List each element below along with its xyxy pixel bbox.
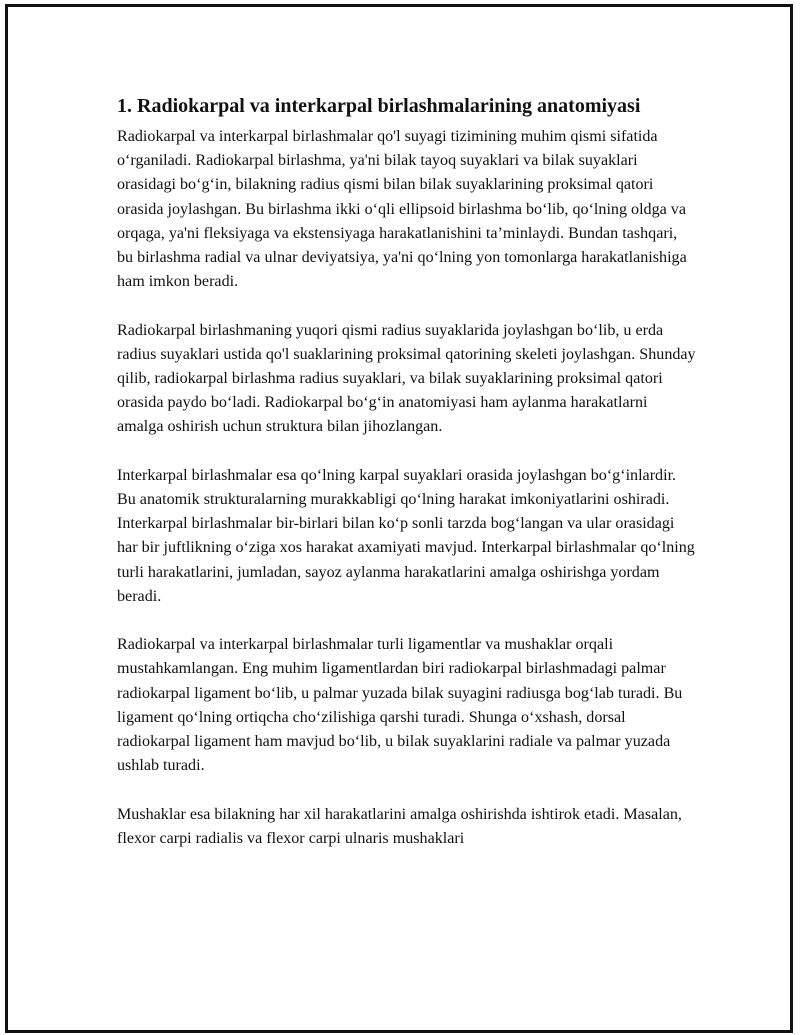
section-heading: 1. Radiokarpal va interkarpal birlashmalarining anatomiyasi bbox=[117, 95, 641, 117]
paragraph-5: Mushaklar esa bilakning har xil harakatlarini amalga oshirishda ishtirok etadi. Masalan, flexor carpi radialis va flexor carpi ulnaris mushaklari bbox=[117, 805, 682, 847]
paragraph-4: Radiokarpal va interkarpal birlashmalar turli ligamentlar va mushaklar orqali mustahkamlangan. Eng muhim ligamentlardan biri radiokarpal birlashmadagi palmar radiokarpal ligament bo‘lib, u palmar yuzada bilak suyagini radiusga bog‘lab turadi. Bu ligament qo‘lning ortiqcha cho‘zilishiga qarshi turadi. Shunga o‘xshash, dorsal radiokarpal ligament ham mavjud bo‘lib, u bilak suyaklarini radiale va palmar yuzada ushlab turadi. bbox=[117, 636, 683, 775]
document-body bbox=[117, 92, 697, 875]
paragraph-2: Radiokarpal birlashmaning yuqori qismi radius suyaklarida joylashgan bo‘lib, u erda radius suyaklari ustida qo'l suaklarining proksimal qatorining skeleti joylashgan. Shunday qilib, radiokarpal birlashma radius suyaklari, va bilak suyaklarining proksimal qatori orasida paydo bo‘ladi. Radiokarpal bo‘g‘in anatomiyasi ham aylanma harakatlarni amalga oshirish uchun struktura bilan jihozlangan. bbox=[117, 321, 696, 436]
paragraph-1: Radiokarpal va interkarpal birlashmalar qo'l suyagi tizimining muhim qismi sifatida o‘rganiladi. Radiokarpal birlashma, ya'ni bilak tayoq suyaklari va bilak suyaklari orasidagi bo‘g‘in, bilakning radius qismi bilan bilak suyaklarining proksimal qatori orasida joylashgan. Bu birlashma ikki o‘qli ellipsoid birlashma bo‘lib, qo‘lning oldga va orqaga, ya'ni fleksiyaga va ekstensiyaga harakatlanishini ta’minlaydi. Bundan tashqari, bu birlashma radial va ulnar deviyatsiya, ya'ni qo‘lning yon tomonlarga harakatlanishiga ham imkon beradi. bbox=[117, 128, 687, 291]
paragraph-3: Interkarpal birlashmalar esa qo‘lning karpal suyaklari orasida joylashgan bo‘g‘inlardir. Bu anatomik strukturalarning murakkabligi qo‘lning harakat imkoniyatlarini oshiradi. Interkarpal birlashmalar bir-birlari bilan ko‘p sonli tarzda bog‘langan va ular orasidagi har bir juftlikning o‘ziga xos harakat axamiyati mavjud. Interkarpal birlashmalar qo‘lning turli harakatlarini, jumladan, sayoz aylanma harakatlarini amalga oshirishga yordam beradi. bbox=[117, 466, 695, 605]
